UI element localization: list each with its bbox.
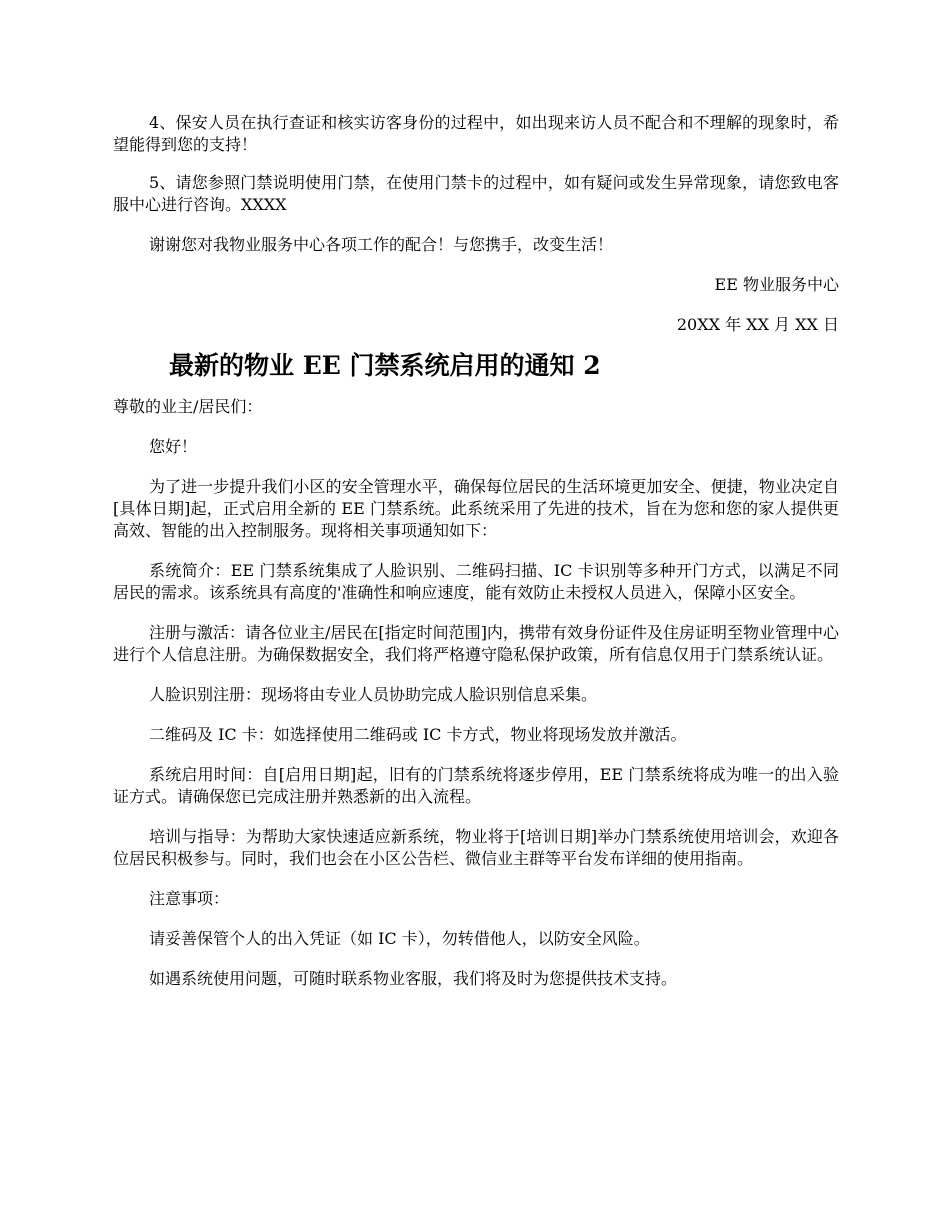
paragraph-intro: 为了进一步提升我们小区的安全管理水平，确保每位居民的生活环境更加安全、便捷，物业决定自[具体日期]起，正式启用全新的 EE 门禁系统。此系统采用了先进的技术，旨在为您和您的家人提供更高效、智能的出入控制服务。现将相关事项通知如下：: [113, 477, 839, 540]
note-2: 如遇系统使用问题，可随时联系物业客服，我们将及时为您提供技术支持。: [149, 969, 678, 988]
paragraph-thanks: 谢谢您对我物业服务中心各项工作的配合！与您携手，改变生活！: [149, 235, 614, 254]
note-1: 请妥善保管个人的出入凭证（如 IC 卡），勿转借他人，以防安全风险。: [149, 929, 650, 948]
paragraph-training: 培训与指导：为帮助大家快速适应新系统，物业将于[培训日期]举办门禁系统使用培训会，欢迎各位居民积极参与。同时，我们也会在小区公告栏、微信业主群等平台发布详细的使用指南。: [113, 827, 839, 868]
notice-title: 最新的物业 EE 门禁系统启用的通知 2: [169, 351, 601, 380]
paragraph-start-time: 系统启用时间：自[启用日期]起，旧有的门禁系统将逐步停用，EE 门禁系统将成为唯一的出入验证方式。请确保您已完成注册并熟悉新的出入流程。: [113, 765, 839, 806]
paragraph-registration: 注册与激活：请各位业主/居民在[指定时间范围]内，携带有效身份证件及住房证明至物业管理中心进行个人信息注册。为确保数据安全，我们将严格遵守隐私保护政策，所有信息仅用于门禁系统认证。: [113, 623, 839, 664]
greeting: 您好！: [149, 437, 198, 456]
document-page: [113, 112, 839, 990]
paragraph-qr-ic: 二维码及 IC 卡：如选择使用二维码或 IC 卡方式，物业将现场发放并激活。: [149, 725, 687, 744]
signature: EE 物业服务中心: [714, 275, 839, 294]
paragraph-item-5: 5、请您参照门禁说明使用门禁，在使用门禁卡的过程中，如有疑问或发生异常现象，请您致电客服中心进行咨询。XXXX: [113, 173, 839, 214]
notes-heading: 注意事项：: [149, 889, 230, 908]
paragraph-system-intro: 系统简介：EE 门禁系统集成了人脸识别、二维码扫描、IC 卡识别等多种开门方式，以满足不同居民的需求。该系统具有高度的'准确性和响应速度，能有效防止未授权人员进入，保障小区安全。: [113, 561, 839, 602]
salutation: 尊敬的业主/居民们：: [113, 397, 263, 416]
paragraph-face-registration: 人脸识别注册：现场将由专业人员协助完成人脸识别信息采集。: [149, 685, 598, 704]
paragraph-item-4: 4、保安人员在执行查证和核实访客身份的过程中，如出现来访人员不配合和不理解的现象时，希望能得到您的支持！: [113, 113, 839, 154]
signature-date: 20XX 年 XX 月 XX 日: [676, 315, 839, 334]
